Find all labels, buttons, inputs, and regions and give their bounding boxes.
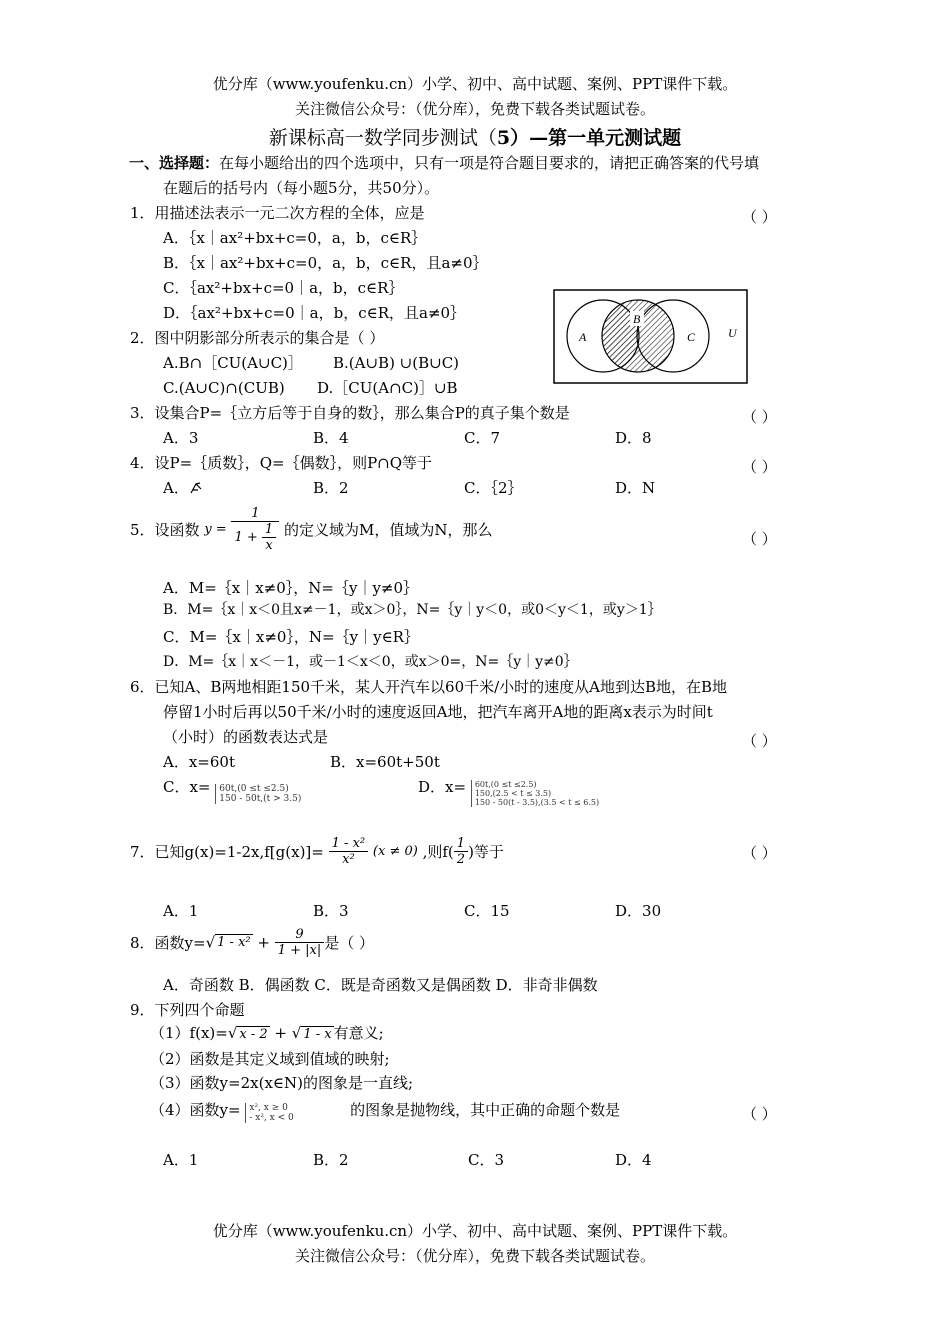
venn-label-c: C xyxy=(687,330,696,344)
q3-stem: 3．设集合P=｛立方后等于自身的数｝，那么集合P的真子集个数是 xyxy=(130,404,570,422)
q9-answer-bracket: （ ） xyxy=(742,1105,777,1123)
q5-function-fraction: 1 1 + $\frac{1}{x}$ xyxy=(231,506,279,553)
q2-option-d: D.［CU(A∩C)］∪B xyxy=(317,379,458,397)
q3-option-b: B．4 xyxy=(313,429,349,447)
empty-set-glyph-icon xyxy=(189,481,203,495)
q2-option-c: C.(A∪C)∩(CUB) xyxy=(163,379,285,397)
q6-option-c-piecewise: 60t,(0 ≤t ≤2.5) 150 - 50t,(t > 3.5) xyxy=(215,784,301,804)
q9-stem: 9．下列四个命题 xyxy=(130,1001,245,1019)
q1-answer-bracket: （ ） xyxy=(742,208,777,226)
q1-option-b: B．｛x｜ax²+bx+c=0，a，b，c∈R，且a≠0｝ xyxy=(163,254,488,272)
q5-option-a: A．M=｛x｜x≠0｝，N=｛y｜y≠0｝ xyxy=(163,579,419,597)
q5-option-b: B．M=｛x｜x＜0且x≠－1，或x＞0｝，N=｛y｜y＜0，或0＜y＜1，或y＞1｝ xyxy=(163,602,662,618)
q9-prop-4-piecewise: x², x ≥ 0 - x², x < 0 xyxy=(245,1103,345,1123)
q4-option-c: C．｛2｝ xyxy=(464,479,523,497)
q1-option-a: A．｛x｜ax²+bx+c=0，a，b，c∈R｝ xyxy=(163,229,427,247)
q4-option-b: B．2 xyxy=(313,479,349,497)
q1-option-d: D．｛ax²+bx+c=0｜a，b，c∈R，且a≠0｝ xyxy=(163,304,466,322)
q7-fraction: $\frac{\text{1 - x²}}{\text{x²}}$ xyxy=(329,836,368,867)
q5-option-c: C．M=｛x｜x≠0｝，N=｛y｜y∈R｝ xyxy=(163,628,419,646)
q7-option-c: C．15 xyxy=(464,902,510,920)
q6-stem-line-3: （小时）的函数表达式是 xyxy=(163,728,329,746)
q4-stem: 4．设P=｛质数｝，Q=｛偶数｝，则P∩Q等于 xyxy=(130,454,433,472)
q6-option-b: B．x=60t+50t xyxy=(330,753,440,771)
q7-answer-bracket: （ ） xyxy=(742,844,777,862)
q3-answer-bracket: （ ） xyxy=(742,408,777,426)
section-heading: 一、选择题： xyxy=(129,154,220,172)
venn-label-u: U xyxy=(728,326,737,340)
q9-prop-3: （3）函数y=2x(x∈N)的图象是一直线; xyxy=(150,1074,414,1092)
section-intro-cont: 在题后的括号内（每小题5分，共50分）。 xyxy=(163,179,440,197)
q5-answer-bracket: （ ） xyxy=(742,530,777,548)
q9-prop-2: （2）函数是其定义域到值域的映射; xyxy=(150,1050,390,1068)
q5-stem: 5．设函数 y = 1 1 + $\frac{1}{x}$ 的定义域为M，值域为N，那么 xyxy=(130,506,493,553)
q6-option-d: D．x= 60t,(0 ≤t ≤2.5) 150,(2.5 < t ≤ 3.5) 150 - 50(t - 3.5),(3.5 < t ≤ 6.5) xyxy=(418,778,600,807)
section-intro: 一、选择题：在每小题给出的四个选项中，只有一项是符合题目要求的，请把正确答案的代号填 xyxy=(129,154,760,172)
q9-option-a: A．1 xyxy=(163,1151,199,1169)
q3-option-a: A．3 xyxy=(163,429,199,447)
q6-stem-line-2: 停留1小时后再以50千米/小时的速度返回A地，把汽车离开A地的距离x表示为时间t xyxy=(163,703,713,721)
venn-label-b: B xyxy=(633,312,641,326)
q7-option-a: A．1 xyxy=(163,902,199,920)
q9-prop-4: （4）函数y= x², x ≥ 0 - x², x < 0 的图象是抛物线，其中正确的命题个数是 xyxy=(150,1101,621,1123)
q2-option-a: A.B∩［CU(A∪C)］ xyxy=(163,354,303,372)
q9-option-c: C．3 xyxy=(468,1151,505,1169)
header-line-2: 关注微信公众号：（优分库），免费下载各类试题试卷。 xyxy=(294,100,655,118)
q3-option-c: C．7 xyxy=(464,429,501,447)
q4-option-d: D．N xyxy=(615,479,656,497)
q3-option-d: D．8 xyxy=(615,429,652,447)
q1-stem: 1．用描述法表示一元二次方程的全体，应是 xyxy=(130,204,425,222)
q9-prop-1: （1）f(x)=√ x - 2 + √ 1 - x 有意义; xyxy=(150,1024,384,1042)
q6-option-c: C．x= 60t,(0 ≤t ≤2.5) 150 - 50t,(t > 3.5) xyxy=(163,778,302,804)
venn-label-a: A xyxy=(579,330,587,344)
q6-answer-bracket: （ ） xyxy=(742,732,777,750)
q8-stem: 8．函数y=√ 1 - x² + $\frac{9}{1 + |x|}$ 是（ ） xyxy=(130,927,375,958)
q9-option-b: B．2 xyxy=(313,1151,349,1169)
q2-stem: 2．图中阴影部分所表示的集合是（ ） xyxy=(130,329,385,347)
q4-option-a: A． xyxy=(163,481,203,496)
q7-stem: 7．已知g(x)=1-2x,f[g(x)]= $\frac{\text{1 - x²}}{\text{x²}}$ (x ≠ 0) ,则f( $\frac{1}{2}$ )等于 xyxy=(130,836,504,867)
q6-option-a: A．x=60t xyxy=(163,753,235,771)
q4-answer-bracket: （ ） xyxy=(742,458,777,476)
q6-option-d-piecewise: 60t,(0 ≤t ≤2.5) 150,(2.5 < t ≤ 3.5) 150 - 50(t - 3.5),(3.5 < t ≤ 6.5) xyxy=(471,780,599,807)
page-title: 新课标高一数学同步测试（5）—第一单元测试题 xyxy=(268,127,682,149)
q2-option-b: B.(A∪B) ∪(B∪C) xyxy=(333,354,460,372)
q8-fraction: $\frac{9}{1 + |x|}$ xyxy=(275,927,325,958)
venn-diagram xyxy=(553,289,748,384)
q7-option-b: B．3 xyxy=(313,902,349,920)
footer-line-2: 关注微信公众号：（优分库），免费下载各类试题试卷。 xyxy=(294,1247,655,1265)
q8-options: A．奇函数 B．偶函数 C．既是奇函数又是偶函数 D．非奇非偶数 xyxy=(163,976,598,994)
q7-option-d: D．30 xyxy=(615,902,662,920)
q1-option-c: C．｛ax²+bx+c=0｜a，b，c∈R｝ xyxy=(163,279,404,297)
footer-line-1: 优分库（www.youfenku.cn）小学、初中、高中试题、案例、PPT课件下载。 xyxy=(212,1222,738,1240)
q6-stem-line-1: 6．已知A、B两地相距150千米，某人开汽车以60千米/小时的速度从A地到达B地，在B地 xyxy=(130,678,728,696)
q9-option-d: D．4 xyxy=(615,1151,652,1169)
header-line-1: 优分库（www.youfenku.cn）小学、初中、高中试题、案例、PPT课件下载。 xyxy=(212,75,738,93)
q5-option-d: D．M=｛x｜x＜－1，或－1＜x＜0，或x＞0=，N=｛y｜y≠0｝ xyxy=(163,654,578,670)
q7-half-fraction: $\frac{1}{2}$ xyxy=(454,836,468,867)
